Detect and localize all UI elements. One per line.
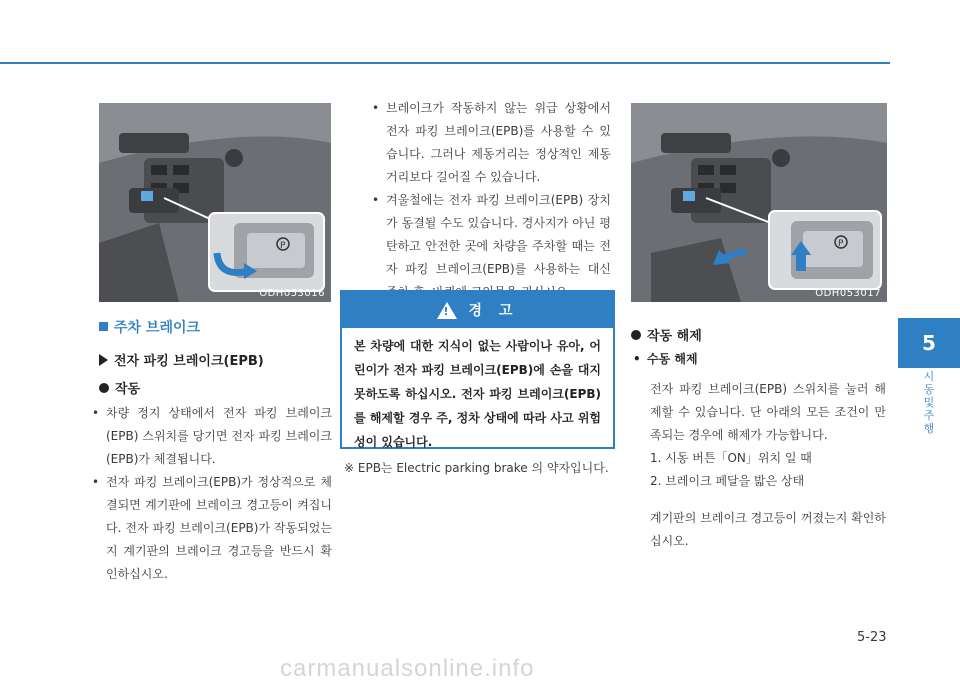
image-code: ODH053017 — [815, 288, 881, 299]
confirm-text: 계기판의 브레이크 경고등이 꺼졌는지 확인하십시오. — [650, 511, 886, 548]
warning-text: 본 차량에 대한 지식이 없는 사람이나 유아, 어린이가 전자 파킹 브레이크(EPB)에 손을 대지 못하도록 하십시오. 전자 파킹 브레이크(EPB)를 해제할 경우 주, 정차 상태에 따라 사고 위험성이 있습니다. — [354, 339, 601, 449]
condition-2: 2. 브레이크 페달을 밟은 상태 — [650, 474, 805, 488]
chapter-tab: 5 — [898, 318, 960, 368]
section-title: 주차 브레이크 — [99, 317, 200, 337]
list-item: • 브레이크가 작동하지 않는 위급 상황에서 전자 파킹 브레이크(EPB)를 사용할 수 있습니다. 그러나 제동거리는 정상적인 제동 거리보다 길어질 수 있습니다. — [372, 97, 611, 189]
operation-bullets — [92, 402, 332, 586]
warning-box — [340, 290, 615, 449]
manual-release-text: 전자 파킹 브레이크(EPB) 스위치를 눌러 해제할 수 있습니다. 단 아래의 모든 조건이 만족되는 경우에 해제가 가능합니다. — [650, 382, 886, 442]
svg-text:P: P — [280, 241, 286, 251]
square-bullet-icon — [99, 322, 108, 331]
condition-1: 1. 시동 버튼「ON」위치 일 때 — [650, 451, 812, 465]
triangle-bullet-icon — [99, 354, 108, 366]
list-item: • 전자 파킹 브레이크(EPB)가 정상적으로 체결되면 계기판에 브레이크 경고등이 켜집니다. 전자 파킹 브레이크(EPB)가 작동되었는지 계기판의 브레이크 경고등을 반드시 확인하십시오. — [92, 471, 332, 586]
list-item: • 수동 해제 — [633, 348, 883, 371]
abbreviation-note: ※ EPB는 Electric parking brake 의 약자입니다. — [344, 461, 609, 475]
svg-text:P: P — [838, 239, 844, 249]
warning-title: 경 고 — [468, 303, 519, 319]
chapter-title: 시동 및 주행 — [923, 370, 935, 435]
watermark: carmanualsonline.info — [280, 655, 535, 682]
epb-release-photo — [631, 103, 887, 302]
warning-icon: ! — [437, 302, 457, 319]
epb-bullets — [372, 97, 611, 304]
warning-header — [342, 292, 613, 328]
sub-title: 전자 파킹 브레이크(EPB) — [99, 350, 264, 369]
epb-pull-illustration — [99, 103, 331, 302]
release-title: 작동 해제 — [631, 325, 702, 344]
list-item: • 겨울철에는 전자 파킹 브레이크(EPB) 장치가 동결될 수도 있습니다. 경사지가 아닌 평탄하고 안전한 곳에 차량을 주차할 때는 전자 파킹 브레이크(EPB)를 사용하는 대신 — [372, 189, 611, 304]
operation-title: 작동 — [99, 378, 140, 397]
epb-pull-photo — [99, 103, 331, 302]
epb-release-illustration — [631, 103, 887, 302]
manual-release-bullet — [633, 348, 883, 371]
image-code: ODH053016 — [259, 288, 325, 299]
list-item: • 차량 정지 상태에서 전자 파킹 브레이크(EPB) 스위치를 당기면 전자 파킹 브레이크(EPB)가 체결됩니다. — [92, 402, 332, 471]
circle-bullet-icon — [631, 330, 641, 340]
circle-bullet-icon — [99, 383, 109, 393]
page-number: 5-23 — [857, 630, 887, 645]
top-rule — [0, 62, 890, 64]
